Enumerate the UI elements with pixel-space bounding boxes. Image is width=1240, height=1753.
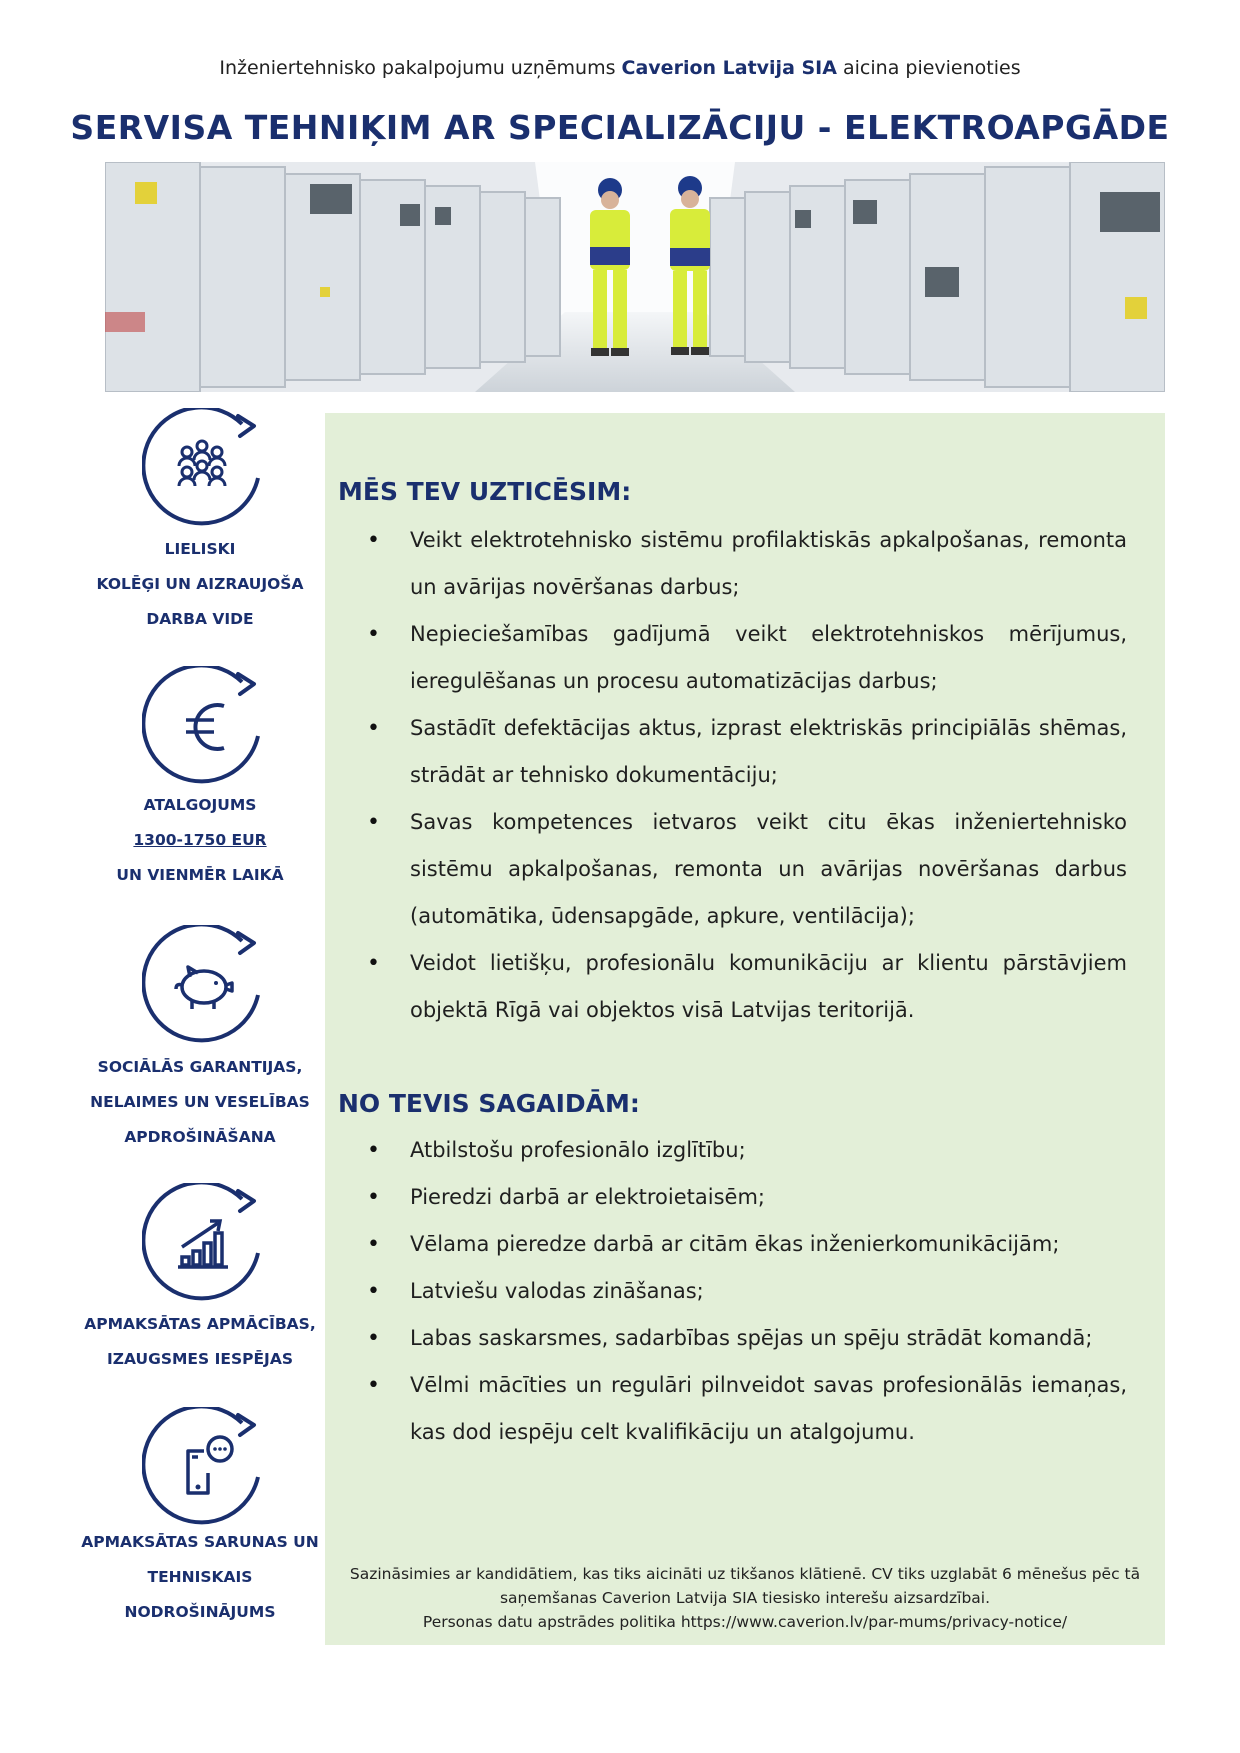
footer-note xyxy=(325,1562,1165,1634)
benefit-line: KOLĒĢI UN AIZRAUJOŠA xyxy=(96,575,304,593)
list-item: • Pieredzi darbā ar elektroietaisēm; xyxy=(365,1174,1127,1221)
privacy-policy-link[interactable]: Personas datu apstrādes politika https://www.caverion.lv/par-mums/privacy-notice/ xyxy=(422,1613,1068,1631)
euro-icon xyxy=(142,666,262,786)
piggy-bank-icon xyxy=(142,925,262,1045)
intro-line xyxy=(0,57,1240,79)
benefit-line: NELAIMES UN VESELĪBAS xyxy=(90,1093,310,1111)
intro-prefix: Inženiertehnisko pakalpojumu uzņēmums xyxy=(219,57,622,79)
salary-range: 1300-1750 EUR xyxy=(133,831,267,849)
benefit-line: SOCIĀLĀS GARANTIJAS, xyxy=(97,1058,303,1076)
benefit-line: ATALGOJUMS xyxy=(143,796,257,814)
requirements-list xyxy=(365,1127,1127,1456)
tasks-list xyxy=(365,517,1127,1034)
section-heading-tasks: MĒS TEV UZTICĒSIM: xyxy=(338,477,632,506)
list-item: • Nepieciešamības gadījumā veikt elektrotehniskos mērījumus, ieregulēšanas un procesu automatizācijas darbus; xyxy=(365,611,1127,705)
benefit-line: DARBA VIDE xyxy=(146,610,254,628)
list-item: • Vēlmi mācīties un regulāri pilnveidot savas profesionālās iemaņas, kas dod iespēju celt kvalifikāciju un atalgojumu. xyxy=(365,1362,1127,1456)
list-item: • Latviešu valodas zināšanas; xyxy=(365,1268,1127,1315)
benefit-text xyxy=(80,1525,320,1630)
job-title: SERVISA TEHNIĶIM AR SPECIALIZĀCIJU - ELEKTROAPGĀDE xyxy=(70,108,1170,147)
benefit-line: IZAUGSMES IESPĒJAS xyxy=(107,1350,293,1368)
people-icon xyxy=(142,408,262,528)
growth-chart-icon xyxy=(142,1183,262,1303)
benefit-line: APMAKSĀTAS SARUNAS UN xyxy=(81,1533,319,1551)
phone-chat-icon xyxy=(142,1407,262,1527)
benefit-line: TEHNISKAIS xyxy=(147,1568,253,1586)
benefit-line: APMAKSĀTAS APMĀCĪBAS, xyxy=(84,1315,316,1333)
list-item: • Savas kompetences ietvaros veikt citu ēkas inženiertehnisko sistēmu apkalpošanas, remonta un avārijas novēršanas darbus (automātika, ūdensapgāde, apkure, ventilācija); xyxy=(365,799,1127,940)
list-item: • Sastādīt defektācijas aktus, izprast elektriskās principiālās shēmas, strādāt ar tehnisko dokumentāciju; xyxy=(365,705,1127,799)
benefit-text xyxy=(80,788,320,893)
benefit-text xyxy=(80,532,320,637)
footer-line: saņemšanas Caverion Latvija SIA tiesisko interešu aizsardzībai. xyxy=(499,1589,991,1607)
benefit-line: UN VIENMĒR LAIKĀ xyxy=(116,866,284,884)
list-item: • Labas saskarsmes, sadarbības spējas un spēju strādāt komandā; xyxy=(365,1315,1127,1362)
section-heading-requirements: NO TEVIS SAGAIDĀM: xyxy=(338,1089,640,1118)
list-item: • Vēlama pieredze darbā ar citām ēkas inženierkomunikācijām; xyxy=(365,1221,1127,1268)
benefit-line: APDROŠINĀŠANA xyxy=(124,1128,276,1146)
company-name: Caverion Latvija SIA xyxy=(621,57,837,79)
intro-suffix: aicina pievienoties xyxy=(836,57,1021,79)
list-item: • Veidot lietišķu, profesionālu komunikāciju ar klientu pārstāvjiem objektā Rīgā vai objektos visā Latvijas teritorijā. xyxy=(365,940,1127,1034)
benefit-text xyxy=(80,1307,320,1377)
job-details-panel xyxy=(325,413,1165,1645)
footer-line: Sazināsimies ar kandidātiem, kas tiks aicināti uz tikšanos klātienē. CV tiks uzglabāt 6 mēnešus pēc tā xyxy=(349,1565,1141,1583)
benefit-line: LIELISKI xyxy=(164,540,236,558)
hero-photo xyxy=(105,162,1165,392)
benefit-line: NODROŠINĀJUMS xyxy=(124,1603,276,1621)
list-item: • Atbilstošu profesionālo izglītību; xyxy=(365,1127,1127,1174)
list-item: • Veikt elektrotehnisko sistēmu profilaktiskās apkalpošanas, remonta un avārijas novēršanas darbus; xyxy=(365,517,1127,611)
benefit-text xyxy=(80,1050,320,1155)
